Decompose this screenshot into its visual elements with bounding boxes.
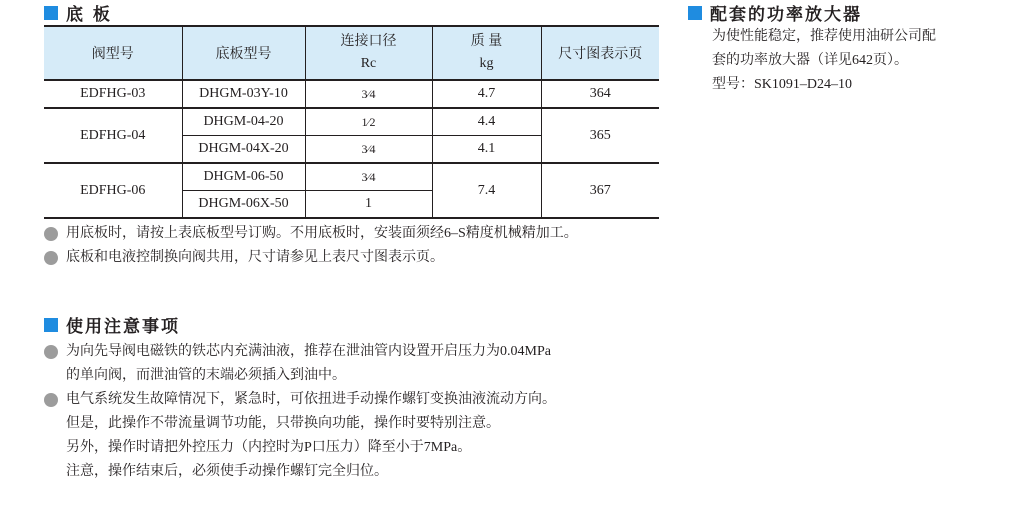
caution-line: 另外，操作时请把外控压力（内控时为P口压力）降至小于7MPa。 [66,440,472,455]
port-size-cell: 3⁄4 [305,80,432,108]
base-model-cell: DHGM-04-20 [182,108,305,136]
port-size-cell: 3⁄4 [305,136,432,164]
caution-line: 电气系统发生故障情况下，紧急时，可依扭进手动操作螺钉变换油液流动方向。 [66,392,556,407]
col-base-model: 底板型号 [182,26,305,80]
note-text: 用底板时，请按上表底板型号订购。不用底板时，安装面须经6–S精度机械精加工。 [66,226,578,241]
port-size-cell: 1 [305,191,432,219]
list-item [44,246,578,270]
caution-section-heading [44,312,180,337]
heading-marker-icon [44,6,58,20]
base-plate-table [44,25,659,219]
mass-cell: 4.1 [432,136,541,164]
bullet-icon [44,251,58,265]
mass-cell: 4.7 [432,80,541,108]
heading-marker-icon [44,318,58,332]
amplifier-model: 型号：SK1091–D24–10 [712,77,853,92]
heading-marker-icon [688,6,702,20]
mass-cell: 4.4 [432,108,541,136]
heading-text: 底 板 [66,5,112,25]
table-row [44,80,659,108]
port-size-cell: 1⁄2 [305,108,432,136]
col-port-size [305,26,432,80]
col-port-size-label: 连接口径 [340,34,397,49]
col-mass-unit: kg [479,56,494,71]
base-model-cell: DHGM-03Y-10 [182,80,305,108]
bullet-icon [44,393,58,407]
note-text: 底板和电液控制换向阀共用，尺寸请参见上表尺寸图表示页。 [66,250,444,265]
col-dimension-page: 尺寸图表示页 [541,26,659,80]
dimension-page-cell: 367 [541,163,659,218]
col-mass-label: 质 量 [470,34,503,49]
amplifier-description [712,25,1002,97]
base-model-cell: DHGM-06-50 [182,163,305,191]
base-section-heading [44,0,112,25]
table-header-row [44,26,659,80]
col-port-size-unit: Rc [360,56,377,71]
dimension-page-cell: 365 [541,108,659,163]
bullet-icon [44,345,58,359]
amplifier-line: 为使性能稳定，推荐使用油研公司配 [712,29,936,44]
caution-line: 为向先导阀电磁铁的铁芯内充满油液，推荐在泄油管内设置开启压力为0.04MPa [66,344,551,359]
base-model-cell: DHGM-06X-50 [182,191,305,219]
list-item [44,388,556,484]
caution-line: 的单向阀，而泄油管的末端必须插入到油中。 [66,368,346,383]
table-row [44,108,659,136]
heading-text: 配套的功率放大器 [710,5,862,25]
caution-list [44,340,556,484]
caution-line: 但是，此操作不带流量调节功能，只带换向功能，操作时要特别注意。 [66,416,500,431]
base-model-cell: DHGM-04X-20 [182,136,305,164]
valve-model-cell: EDFHG-06 [44,163,182,218]
valve-model-cell: EDFHG-04 [44,108,182,163]
list-item [44,222,578,246]
base-notes-list [44,222,578,270]
port-size-cell: 3⁄4 [305,163,432,191]
col-valve-model: 阀型号 [44,26,182,80]
bullet-icon [44,227,58,241]
valve-model-cell: EDFHG-03 [44,80,182,108]
table-row [44,163,659,191]
heading-text: 使用注意事项 [66,317,180,337]
mass-cell: 7.4 [432,163,541,218]
caution-line: 注意，操作结束后，必须使手动操作螺钉完全归位。 [66,464,388,479]
dimension-page-cell: 364 [541,80,659,108]
list-item [44,340,556,388]
amplifier-line: 套的功率放大器（详见642页）。 [712,53,908,68]
col-mass [432,26,541,80]
amplifier-section-heading [688,0,862,25]
